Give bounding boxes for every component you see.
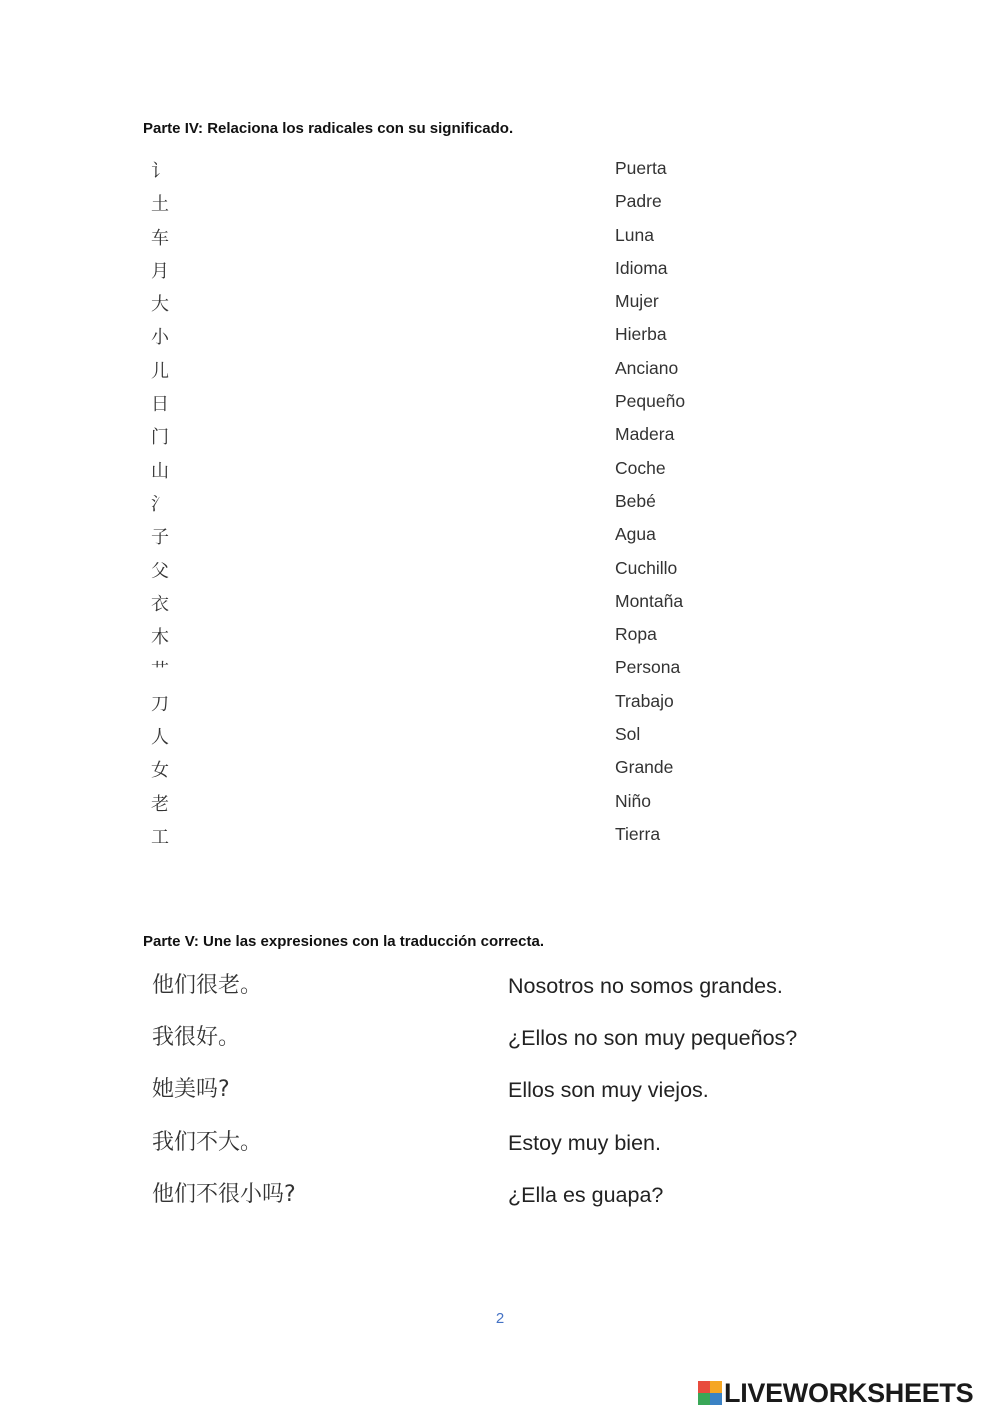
part4-heading: Parte IV: Relaciona los radicales con su significado. [143, 120, 514, 137]
radical-list [151, 155, 191, 854]
radical-item: 山 [151, 460, 169, 482]
radical-item: 子 [151, 527, 169, 549]
logo-square-blue [710, 1393, 722, 1405]
meaning-item: Cuchillo [615, 557, 678, 578]
spanish-translation-item: Ellos son muy viejos. [508, 1078, 709, 1103]
chinese-expression-item: 她美吗? [152, 1077, 230, 1103]
meaning-item: Persona [615, 657, 681, 678]
radical-item: 刀 [151, 693, 169, 715]
meaning-item: Hierba [615, 324, 667, 345]
meaning-item: Tierra [615, 823, 661, 844]
meaning-item: Luna [615, 224, 654, 245]
meaning-item: Padre [615, 191, 662, 212]
logo-square-orange [710, 1381, 722, 1393]
meaning-item: Pequeño [615, 391, 686, 412]
radical-item: 门 [151, 427, 169, 449]
chinese-expression-list [152, 960, 472, 1221]
meaning-item: Grande [615, 757, 674, 778]
meaning-item: Agua [615, 524, 656, 545]
meaning-item: Anciano [615, 357, 679, 378]
radical-item: 人 [151, 727, 169, 749]
chinese-expression-item: 他们很老。 [152, 973, 263, 998]
radical-item: 讠 [151, 161, 169, 182]
part5-heading: Parte V: Une las expresiones con la traducción correcta. [143, 933, 544, 950]
meaning-item: Niño [615, 790, 651, 811]
meaning-item: Idioma [615, 257, 668, 278]
spanish-translation-item: ¿Ellos no son muy pequeños? [508, 1026, 798, 1051]
meaning-list [615, 152, 815, 851]
spanish-translation-item: ¿Ella es guapa? [508, 1182, 664, 1207]
radical-item: 土 [151, 194, 169, 216]
meaning-item: Sol [615, 724, 641, 745]
brand-name: LIVEWORKSHEETS [724, 1378, 974, 1408]
meaning-item: Ropa [615, 624, 657, 645]
spanish-translation-list [508, 960, 928, 1221]
radical-item: 女 [151, 760, 169, 782]
chinese-expression-item: 我很好。 [152, 1025, 241, 1051]
radical-item: 木 [151, 627, 169, 649]
radical-item: 艹 [151, 660, 169, 682]
meaning-item: Bebé [615, 490, 656, 511]
spanish-translation-item: Nosotros no somos grandes. [508, 974, 783, 998]
radical-item: 衣 [151, 593, 169, 615]
meaning-item: Montaña [615, 590, 684, 611]
logo-square-green [698, 1393, 710, 1405]
radical-item: 车 [151, 227, 169, 249]
meaning-item: Madera [615, 424, 675, 445]
meaning-item: Coche [615, 457, 666, 478]
radical-item: 大 [151, 294, 169, 316]
chinese-expression-item: 我们不大。 [152, 1129, 263, 1155]
page-number: 2 [495, 1310, 505, 1327]
radical-item: 日 [151, 394, 169, 416]
liveworksheets-logo-icon [698, 1381, 722, 1405]
meaning-item: Mujer [615, 291, 659, 312]
meaning-item: Puerta [615, 158, 667, 178]
brand-footer[interactable] [698, 1378, 973, 1408]
radical-item: 工 [151, 826, 169, 848]
radical-item: 儿 [151, 360, 169, 382]
radical-item: 老 [151, 793, 169, 815]
chinese-expression-item: 他们不很小吗? [152, 1181, 296, 1207]
spanish-translation-item: Estoy muy bien. [508, 1130, 661, 1155]
radical-item: 父 [151, 560, 169, 582]
radical-item: 小 [151, 327, 169, 349]
radical-item: 氵 [151, 493, 169, 515]
radical-item: 月 [151, 260, 169, 282]
meaning-item: Trabajo [615, 690, 674, 711]
logo-square-red [698, 1381, 710, 1393]
